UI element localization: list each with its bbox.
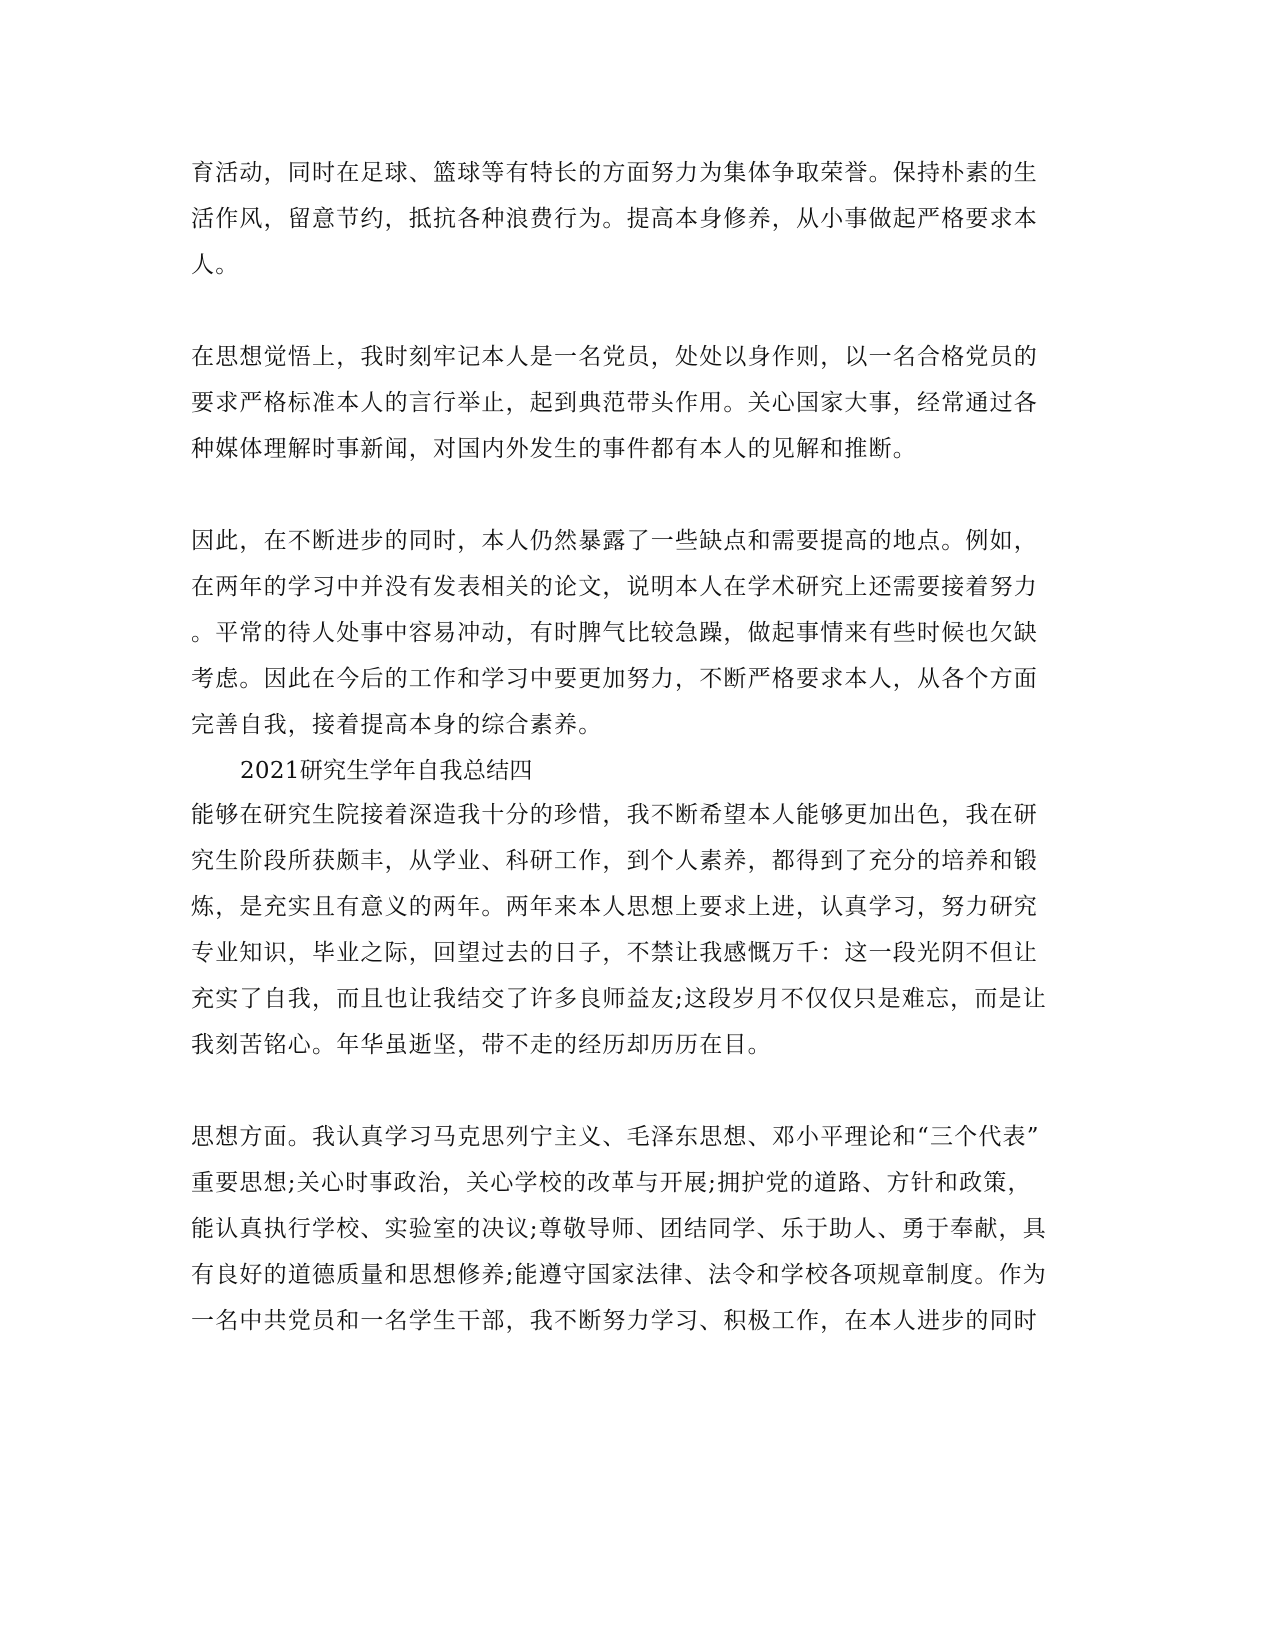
paragraph-2-line-3: 种媒体理解时事新闻，对国内外发生的事件都有本人的见解和推断。 <box>191 436 917 462</box>
paragraph-1-line-1: 育活动，同时在足球、篮球等有特长的方面努力为集体争取荣誉。保持朴素的生 <box>191 160 1038 186</box>
paragraph-4-line-2: 究生阶段所获颇丰，从学业、科研工作，到个人素养，都得到了充分的培养和锻 <box>191 848 1038 874</box>
paragraph-5-line-1: 思想方面。我认真学习马克思列宁主义、毛泽东思想、邓小平理论和“三个代表” <box>191 1124 1040 1150</box>
paragraph-5-line-4: 有良好的道德质量和思想修养;能遵守国家法律、法令和学校各项规章制度。作为 <box>191 1262 1047 1288</box>
paragraph-1-line-2: 活作风，留意节约，抵抗各种浪费行为。提高本身修养，从小事做起严格要求本 <box>191 206 1038 232</box>
paragraph-1-line-3: 人。 <box>191 252 240 278</box>
paragraph-3-line-5: 完善自我，接着提高本身的综合素养。 <box>191 712 603 738</box>
paragraph-4-line-1: 能够在研究生院接着深造我十分的珍惜，我不断希望本人能够更加出色，我在研 <box>191 802 1038 828</box>
paragraph-2-line-2: 要求严格标准本人的言行举止，起到典范带头作用。关心国家大事，经常通过各 <box>191 390 1038 416</box>
paragraph-3-line-2: 在两年的学习中并没有发表相关的论文，说明本人在学术研究上还需要接着努力 <box>191 574 1038 600</box>
paragraph-4-line-5: 充实了自我，而且也让我结交了许多良师益友;这段岁月不仅仅只是难忘，而是让 <box>191 986 1047 1012</box>
paragraph-3-line-3: 。平常的待人处事中容易冲动，有时脾气比较急躁，做起事情来有些时候也欠缺 <box>191 620 1038 646</box>
paragraph-5-line-5: 一名中共党员和一名学生干部，我不断努力学习、积极工作，在本人进步的同时 <box>191 1308 1038 1334</box>
paragraph-2-line-1: 在思想觉悟上，我时刻牢记本人是一名党员，处处以身作则，以一名合格党员的 <box>191 344 1038 370</box>
paragraph-5-line-3: 能认真执行学校、实验室的决议;尊敬导师、团结同学、乐于助人、勇于奉献，具 <box>191 1216 1047 1242</box>
paragraph-5-line-2: 重要思想;关心时事政治，关心学校的改革与开展;拥护党的道路、方针和政策， <box>191 1170 1032 1196</box>
paragraph-4-line-6: 我刻苦铭心。年华虽逝坚，带不走的经历却历历在目。 <box>191 1032 772 1058</box>
paragraph-4-line-3: 炼，是充实且有意义的两年。两年来本人思想上要求上进，认真学习，努力研究 <box>191 894 1038 920</box>
section-heading: 2021研究生学年自我总结四 <box>240 758 533 784</box>
paragraph-3-line-1: 因此，在不断进步的同时，本人仍然暴露了一些缺点和需要提高的地点。例如， <box>191 528 1038 554</box>
paragraph-3-line-4: 考虑。因此在今后的工作和学习中要更加努力，不断严格要求本人，从各个方面 <box>191 666 1038 692</box>
paragraph-4-line-4: 专业知识，毕业之际，回望过去的日子，不禁让我感慨万千：这一段光阴不但让 <box>191 940 1038 966</box>
